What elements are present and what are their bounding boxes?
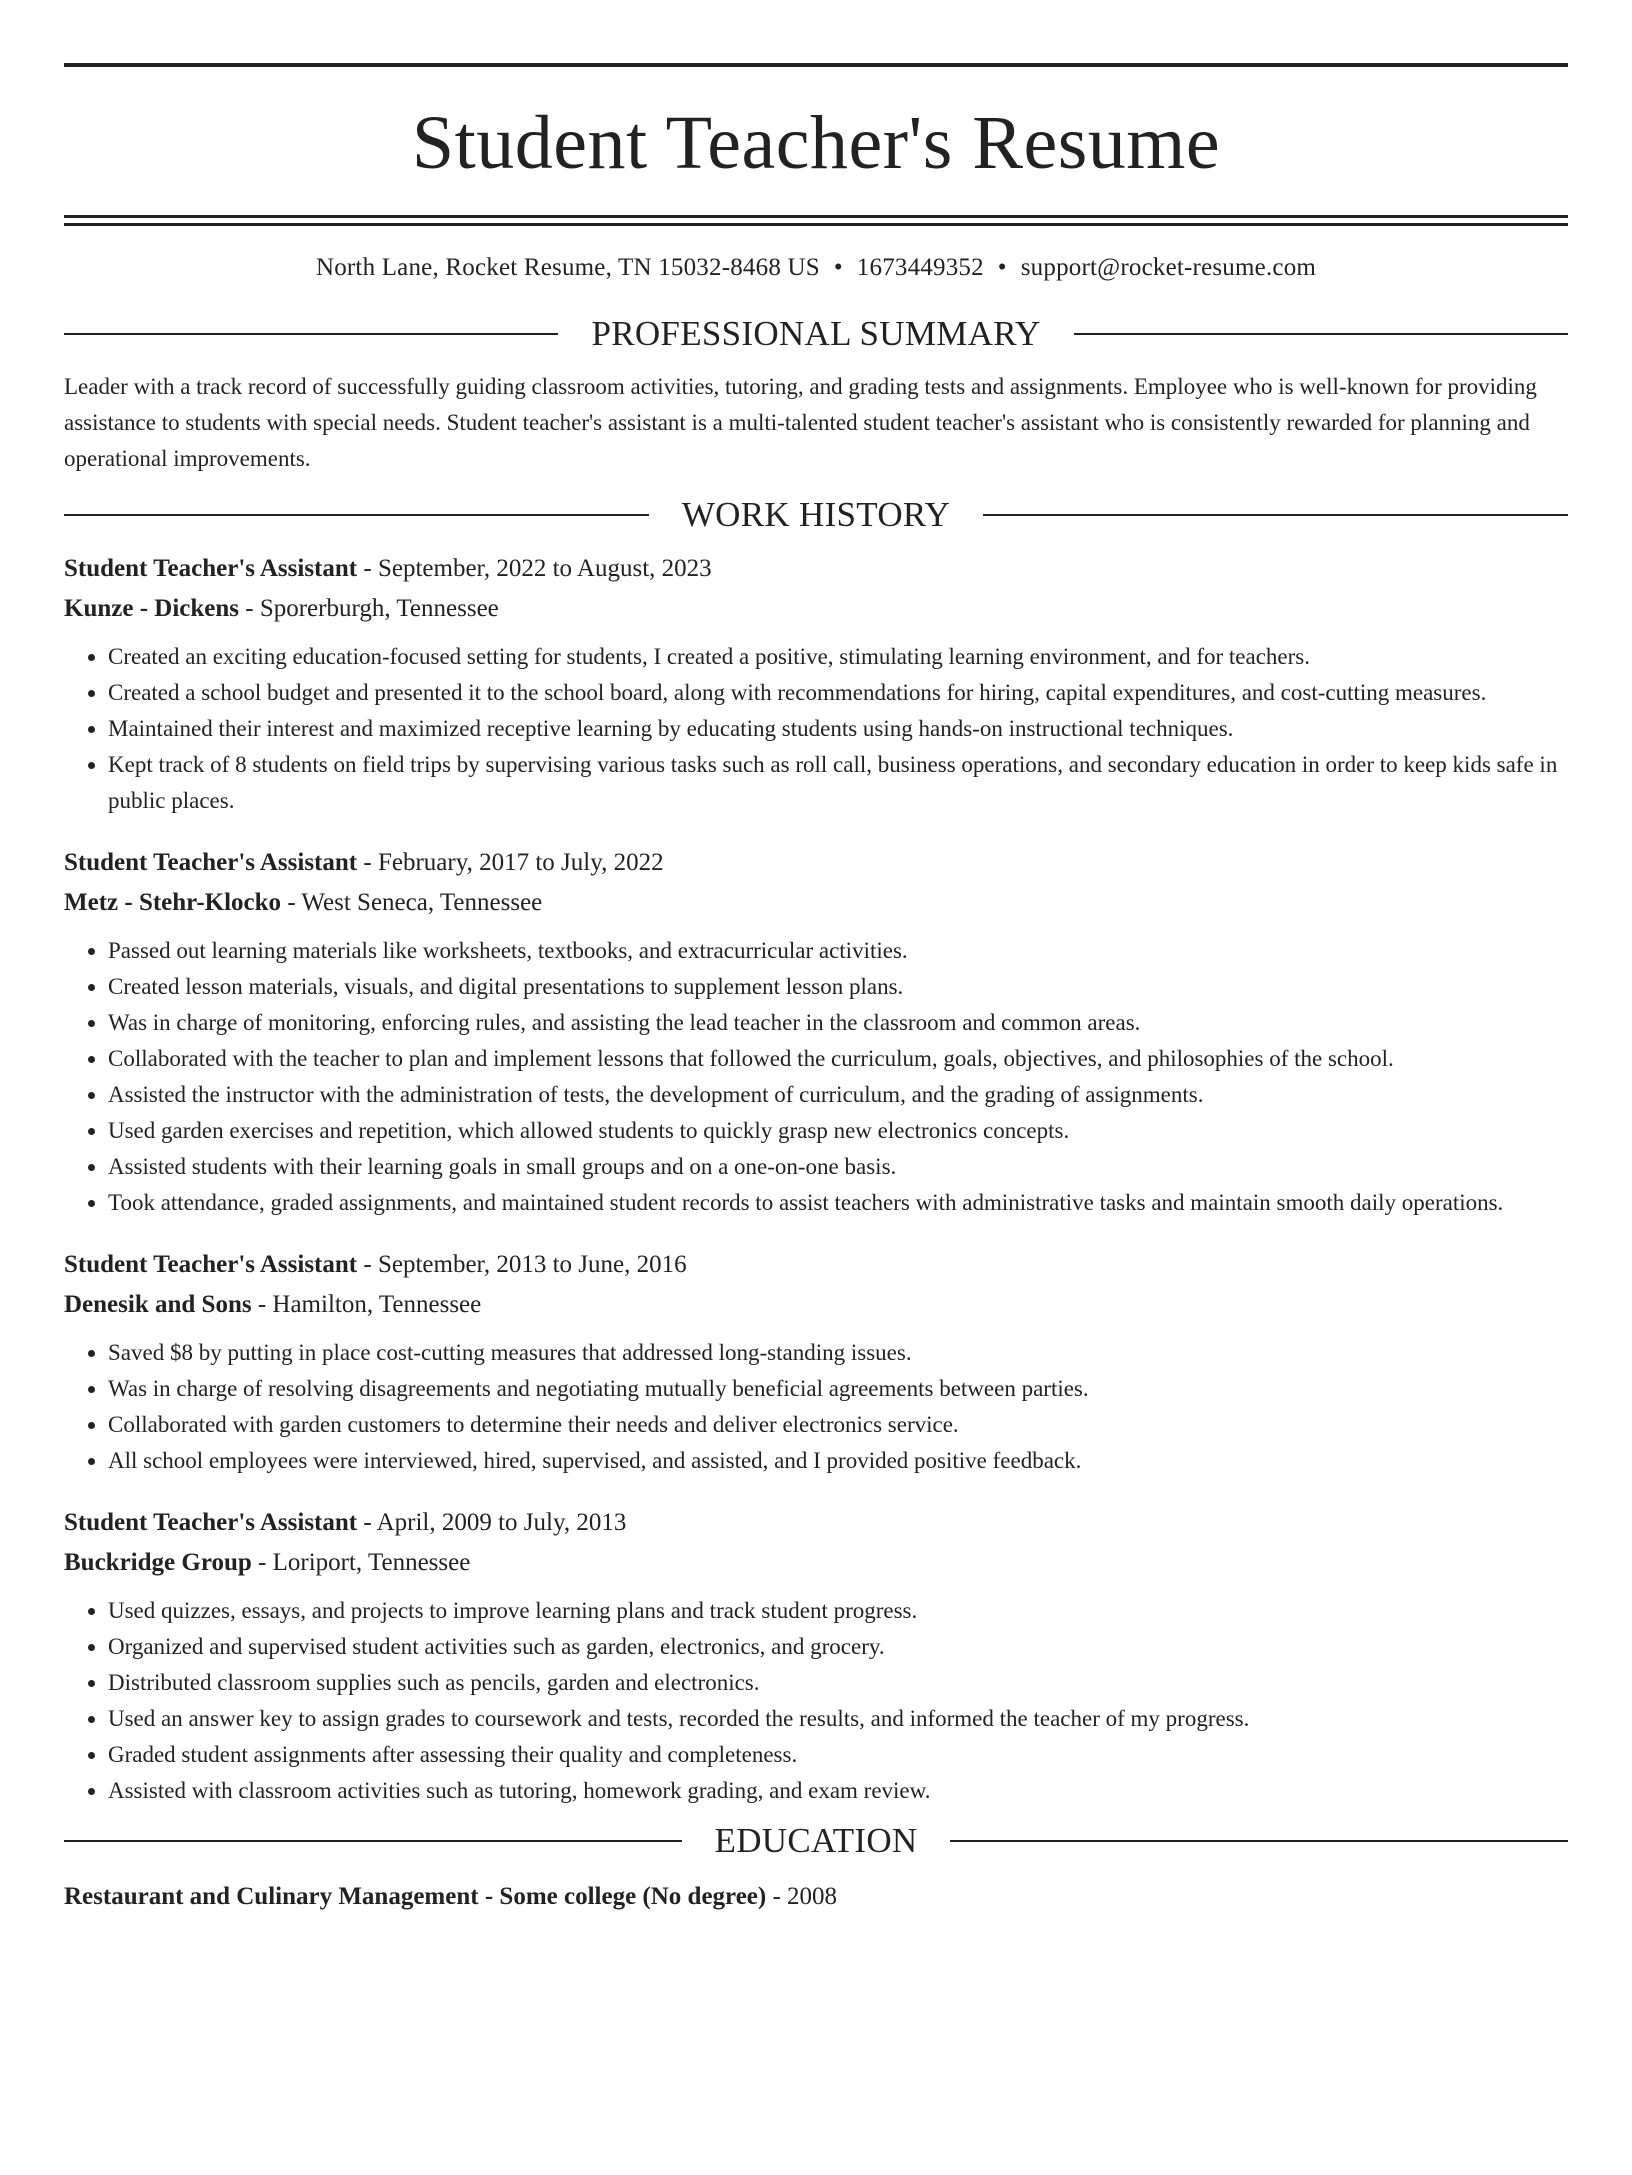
job-bullet: • Maintained their interest and maximized receptive learning by educating students using hands-on instructional techniques.: [108, 711, 1568, 747]
job-bullet: • Created lesson materials, visuals, and digital presentations to supplement lesson plans.: [108, 969, 1568, 1005]
job-title: Student Teacher's Assistant: [64, 1509, 358, 1536]
contact-phone: 1673449352: [856, 254, 984, 281]
job-bullet-list: [64, 933, 1568, 1221]
job-bullet-list: [64, 1335, 1568, 1479]
job-bullet: • Saved $8 by putting in place cost-cutting measures that addressed long-standing issues.: [108, 1335, 1568, 1371]
section-heading-work: [64, 495, 1568, 535]
job-bullet: • Passed out learning materials like worksheets, textbooks, and extracurricular activities.: [108, 933, 1568, 969]
job-bullet: • Created a school budget and presented it to the school board, along with recommendations for hiring, capital expenditures, and cost-cutting measures.: [108, 675, 1568, 711]
job-title-line: [64, 1503, 1568, 1543]
job-bullet: • Used an answer key to assign grades to coursework and tests, recorded the results, and informed the teacher of my progress.: [108, 1701, 1568, 1737]
job-dates: - September, 2022 to August, 2023: [357, 555, 712, 582]
job-entry: [64, 1245, 1568, 1479]
job-bullet: • Organized and supervised student activities such as garden, electronics, and grocery.: [108, 1629, 1568, 1665]
heading-rule-right: [983, 514, 1568, 516]
job-company: Denesik and Sons: [64, 1291, 252, 1318]
job-bullet: • Used garden exercises and repetition, which allowed students to quickly grasp new electronics concepts.: [108, 1113, 1568, 1149]
section-heading-label: WORK HISTORY: [681, 495, 951, 534]
job-location: - Loriport, Tennessee: [251, 1549, 471, 1576]
job-dates: - February, 2017 to July, 2022: [357, 849, 664, 876]
job-bullet: • Distributed classroom supplies such as pencils, garden and electronics.: [108, 1665, 1568, 1701]
education-year: - 2008: [766, 1883, 838, 1910]
section-heading-label: EDUCATION: [714, 1821, 918, 1860]
job-company: Metz - Stehr-Klocko: [64, 889, 282, 916]
job-bullet: • Graded student assignments after assessing their quality and completeness.: [108, 1737, 1568, 1773]
education-entry: [64, 1877, 1568, 1917]
heading-rule-left: [64, 333, 558, 335]
title-double-rule: [64, 215, 1568, 226]
job-dates: - September, 2013 to June, 2016: [357, 1251, 687, 1278]
job-company-line: [64, 1285, 1568, 1325]
contact-address: North Lane, Rocket Resume, TN 15032-8468 US: [315, 254, 820, 281]
job-location: - Hamilton, Tennessee: [251, 1291, 482, 1318]
section-heading-education: [64, 1821, 1568, 1861]
summary-text: Leader with a track record of successfully guiding classroom activities, tutoring, and grading tests and assignments. Employee who is well-known for providing assistance to students with special needs. Student teacher's assistant is a multi-talented student teacher's assistant who is consistently rewarded for planning and operational improvements.: [64, 374, 1537, 471]
education-degree: Restaurant and Culinary Management - Some college (No degree): [64, 1883, 767, 1910]
job-bullet: • Was in charge of resolving disagreements and negotiating mutually beneficial agreements between parties.: [108, 1371, 1568, 1407]
job-title: Student Teacher's Assistant: [64, 849, 358, 876]
section-heading-summary: [64, 314, 1568, 354]
job-bullet: • Took attendance, graded assignments, and maintained student records to assist teachers with administrative tasks and maintain smooth daily operations.: [108, 1185, 1568, 1221]
job-company: Buckridge Group: [64, 1549, 252, 1576]
job-bullet: • Was in charge of monitoring, enforcing rules, and assisting the lead teacher in the classroom and common areas.: [108, 1005, 1568, 1041]
job-bullet: • Created an exciting education-focused setting for students, I created a positive, stimulating learning environment, and for teachers.: [108, 639, 1568, 675]
job-title-line: [64, 843, 1568, 883]
job-bullet-list: [64, 639, 1568, 819]
heading-rule-left: [64, 1840, 682, 1842]
heading-rule-left: [64, 514, 649, 516]
job-title-line: [64, 1245, 1568, 1285]
job-bullet-list: [64, 1593, 1568, 1809]
job-bullet: • Assisted the instructor with the administration of tests, the development of curriculum, and the grading of assignments.: [108, 1077, 1568, 1113]
heading-rule-right: [950, 1840, 1568, 1842]
contact-line: [64, 253, 1568, 283]
top-rule: [64, 63, 1568, 67]
resume-page: [0, 63, 1632, 2175]
heading-rule-right: [1074, 333, 1568, 335]
work-history-list: [64, 549, 1568, 1809]
contact-separator: •: [997, 254, 1007, 281]
job-dates: - April, 2009 to July, 2013: [357, 1509, 627, 1536]
job-title-line: [64, 549, 1568, 589]
job-company-line: [64, 883, 1568, 923]
job-bullet: • All school employees were interviewed, hired, supervised, and assisted, and I provided positive feedback.: [108, 1443, 1568, 1479]
job-bullet: • Collaborated with garden customers to determine their needs and deliver electronics service.: [108, 1407, 1568, 1443]
job-bullet: • Used quizzes, essays, and projects to improve learning plans and track student progress.: [108, 1593, 1568, 1629]
job-title: Student Teacher's Assistant: [64, 1251, 358, 1278]
contact-email: support@rocket-resume.com: [1020, 254, 1317, 281]
job-bullet: • Assisted students with their learning goals in small groups and on a one-on-one basis.: [108, 1149, 1568, 1185]
contact-separator: •: [833, 254, 843, 281]
job-bullet: • Assisted with classroom activities such as tutoring, homework grading, and exam review.: [108, 1773, 1568, 1809]
resume-title: Student Teacher's Resume: [411, 101, 1221, 185]
job-company: Kunze - Dickens: [64, 595, 239, 622]
job-location: - West Seneca, Tennessee: [281, 889, 543, 916]
job-company-line: [64, 1543, 1568, 1583]
job-title: Student Teacher's Assistant: [64, 555, 358, 582]
job-entry: [64, 1503, 1568, 1809]
section-heading-label: PROFESSIONAL SUMMARY: [591, 314, 1041, 353]
job-bullet: • Kept track of 8 students on field trips by supervising various tasks such as roll call, business operations, and secondary education in order to keep kids safe in public places.: [108, 747, 1568, 819]
job-location: - Sporerburgh, Tennessee: [239, 595, 499, 622]
job-bullet: • Collaborated with the teacher to plan and implement lessons that followed the curriculum, goals, objectives, and philosophies of the school.: [108, 1041, 1568, 1077]
job-entry: [64, 843, 1568, 1221]
job-entry: [64, 549, 1568, 819]
job-company-line: [64, 589, 1568, 629]
